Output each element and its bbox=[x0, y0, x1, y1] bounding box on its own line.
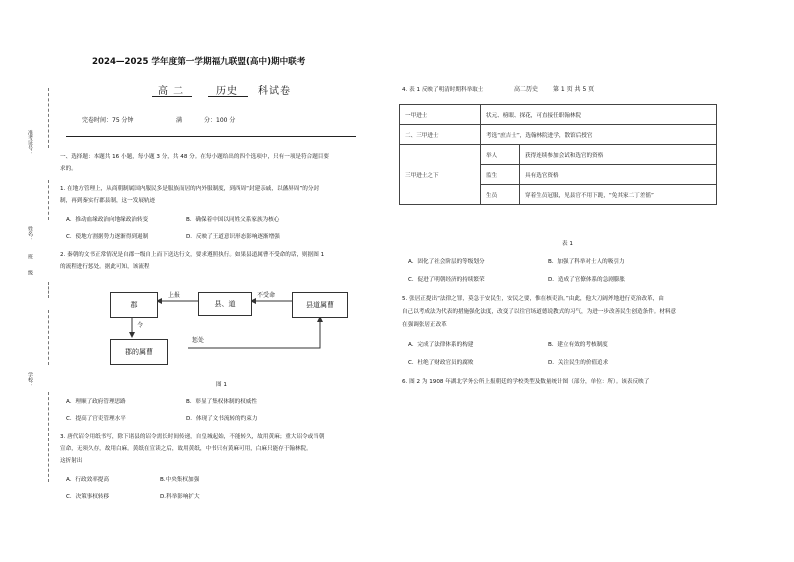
diagram-label-shangbao: 上报 bbox=[168, 292, 181, 299]
q5-option-d: D．关注民生的价值追求 bbox=[548, 360, 609, 366]
table-cell: 监生 bbox=[481, 165, 520, 185]
exam-time: 完卷时间：75 分钟 bbox=[82, 117, 134, 124]
q3-option-d: D.科举影响扩大 bbox=[160, 494, 200, 500]
q3-stem-line1: 3. 唐代诏令用纸书写，除下诸县的诏令需长时间传递，自皇城起始，不能转久，故用黄麻；重大诏令或当朝 bbox=[60, 434, 325, 440]
score-label: 满 bbox=[176, 117, 183, 124]
table-row bbox=[400, 145, 717, 165]
class-label: 班 bbox=[27, 254, 33, 259]
q1-option-b: B．确保着中国以同姓父系家族为核心 bbox=[186, 217, 280, 223]
school-label: 学校： bbox=[27, 372, 33, 387]
q6-stem: 6. 图 2 为 1908 年湖北学务公所上报朝廷的学校类型及数量统计图（部分，单位：所）。该表反映了 bbox=[402, 379, 650, 385]
q2-stem-line1: 2. 秦朝的文书正常情况是自郡一级自上而下送达行文，要求遵照执行。如果县道属曹不受命的话，则据图 1 bbox=[60, 252, 325, 258]
q2-option-d: D．体现了文书流转的约束力 bbox=[186, 416, 258, 422]
q2-stem-line2: 的流程进行惩处。据此可知，该流程 bbox=[60, 264, 150, 270]
q2-option-a: A．理顺了政府管理思路 bbox=[66, 399, 126, 405]
binding-line-bottom bbox=[48, 392, 49, 482]
table-row bbox=[400, 125, 717, 145]
subject-underline bbox=[208, 96, 248, 97]
table-cell: 二、三甲进士 bbox=[400, 125, 481, 145]
q1-option-c: C．使地方割据势力逐渐得到遏制 bbox=[66, 234, 149, 240]
page-number-info: 第 1 页 共 5 页 bbox=[553, 86, 595, 93]
table-cell: 具有选官资格 bbox=[520, 165, 717, 185]
table-cell: 生员 bbox=[481, 185, 520, 205]
q4-option-d: D．造成了官僚体系的急剧膨胀 bbox=[548, 277, 626, 283]
table-group-cell: 三甲进士之下 bbox=[400, 145, 481, 205]
q5-stem-line1: 5. 张居正提出“法律之罪，莫急于安民生，安民之要，惟在核吏治。”由此，他大刀阔斧地进行吏治改革，由 bbox=[402, 296, 664, 302]
subject-label: 历史 bbox=[216, 86, 238, 97]
q4-option-c: C．促进了明朝经济的持续繁荣 bbox=[408, 277, 485, 283]
binding-line-1 bbox=[48, 180, 49, 220]
q1-stem-line2: 制，再到秦实行郡县制，这一发展轨迹 bbox=[60, 198, 156, 204]
header-rule bbox=[66, 136, 356, 137]
q5-option-c: C．杜绝了财政官员的腐败 bbox=[408, 360, 474, 366]
q1-option-a: A．推动血缘政治向地缘政治转变 bbox=[66, 217, 149, 223]
q2-option-b: B．彰显了集权体制的权威性 bbox=[186, 399, 257, 405]
q3-option-b: B.中央集权加强 bbox=[160, 477, 200, 483]
diagram-box-jun: 郡 bbox=[110, 292, 158, 318]
q4-option-a: A．固化了社会阶层的等级划分 bbox=[408, 259, 485, 265]
diagram-label-bushouming: 不受命 bbox=[257, 292, 276, 299]
q5-stem-line2: 自己以考成法为代表的措施强化法度，改变了以往官场道德说教式的习气，为进一步改善民生创造条件。材料意 bbox=[402, 309, 677, 315]
table-cell: 获得连续参加会试和选官的资格 bbox=[520, 145, 717, 165]
q3-stem-line2: 宣命，无须久存，故用白麻。黄纸在宣读之后，故用黄纸，中书只有黄麻可用，白麻只能存于翰林院。 bbox=[60, 446, 312, 452]
exam-no-label: 准考证号： bbox=[27, 130, 33, 155]
table-cell: 穿着生员冠服，见县官不用下跪，“免其家二丁差徭” bbox=[520, 185, 717, 205]
diagram-box-jun-shucao: 郡的属曹 bbox=[110, 339, 168, 365]
diagram-box-xian-dao: 县、道 bbox=[198, 292, 252, 316]
q5-stem-line3: 在强调张居正改革 bbox=[402, 322, 447, 328]
grade-underline bbox=[152, 96, 192, 97]
section-instructions-line1: 一、选择题：本题共 16 小题，每小题 3 分，共 48 分。在每小题给出的四个选项中，只有一项是符合题目要 bbox=[60, 154, 329, 160]
q3-option-a: A．行政效率提高 bbox=[66, 477, 109, 483]
q4-option-b: B．加强了科举对士人的吸引力 bbox=[548, 259, 625, 265]
q1-option-d: D．反映了王道意识形态影响逐渐增强 bbox=[186, 234, 280, 240]
section-instructions-line2: 求的。 bbox=[60, 166, 77, 172]
table-cell: 举人 bbox=[481, 145, 520, 165]
page-subject-label: 高二历史 bbox=[514, 86, 539, 93]
exam-title: 2024—2025 学年度第一学期福九联盟(高中)期中联考 bbox=[92, 57, 306, 67]
class-suffix: 级 bbox=[27, 270, 33, 275]
table-cell: 考选“庶吉士”，选翰林院进学，散馆后授官 bbox=[481, 125, 717, 145]
binding-line-top bbox=[48, 88, 49, 148]
q5-option-a: A．完成了法律体系的构建 bbox=[408, 342, 474, 348]
name-label: 姓名： bbox=[27, 226, 33, 241]
q3-option-c: C．决策事权转移 bbox=[66, 494, 110, 500]
diagram-box-xian-shucao: 县道属曹 bbox=[292, 292, 348, 318]
diagram-label-ling: 令 bbox=[137, 322, 144, 329]
table-1-caption: 表 1 bbox=[562, 241, 573, 247]
score-value: 分：100 分 bbox=[204, 117, 236, 124]
binding-line-3 bbox=[48, 310, 49, 365]
q1-stem-line1: 1. 在地方管理上，从商朝制属国内服民多是服族而居的内外服制度，到西周“封建亲戚，以藩屏周”的分封 bbox=[60, 186, 320, 192]
table-1 bbox=[399, 104, 717, 205]
table-cell: 一甲进士 bbox=[400, 105, 481, 125]
q3-stem-line3: 这折射出 bbox=[60, 458, 83, 464]
q4-stem: 4. 表 1 反映了明清时期科举取士 bbox=[402, 87, 484, 93]
q2-option-c: C．提高了官吏管理水平 bbox=[66, 416, 126, 422]
grade-label: 高 二 bbox=[158, 86, 185, 97]
table-cell: 状元、榜眼、探花，可直接任职翰林院 bbox=[481, 105, 717, 125]
q5-option-b: B．建立有效的考核制度 bbox=[548, 342, 608, 348]
binding-line-2 bbox=[48, 282, 49, 298]
table-row bbox=[400, 105, 717, 125]
figure-1-caption: 图 1 bbox=[216, 382, 227, 388]
diagram-label-chengchu: 惩处 bbox=[192, 337, 205, 344]
paper-label: 科试卷 bbox=[258, 86, 291, 97]
